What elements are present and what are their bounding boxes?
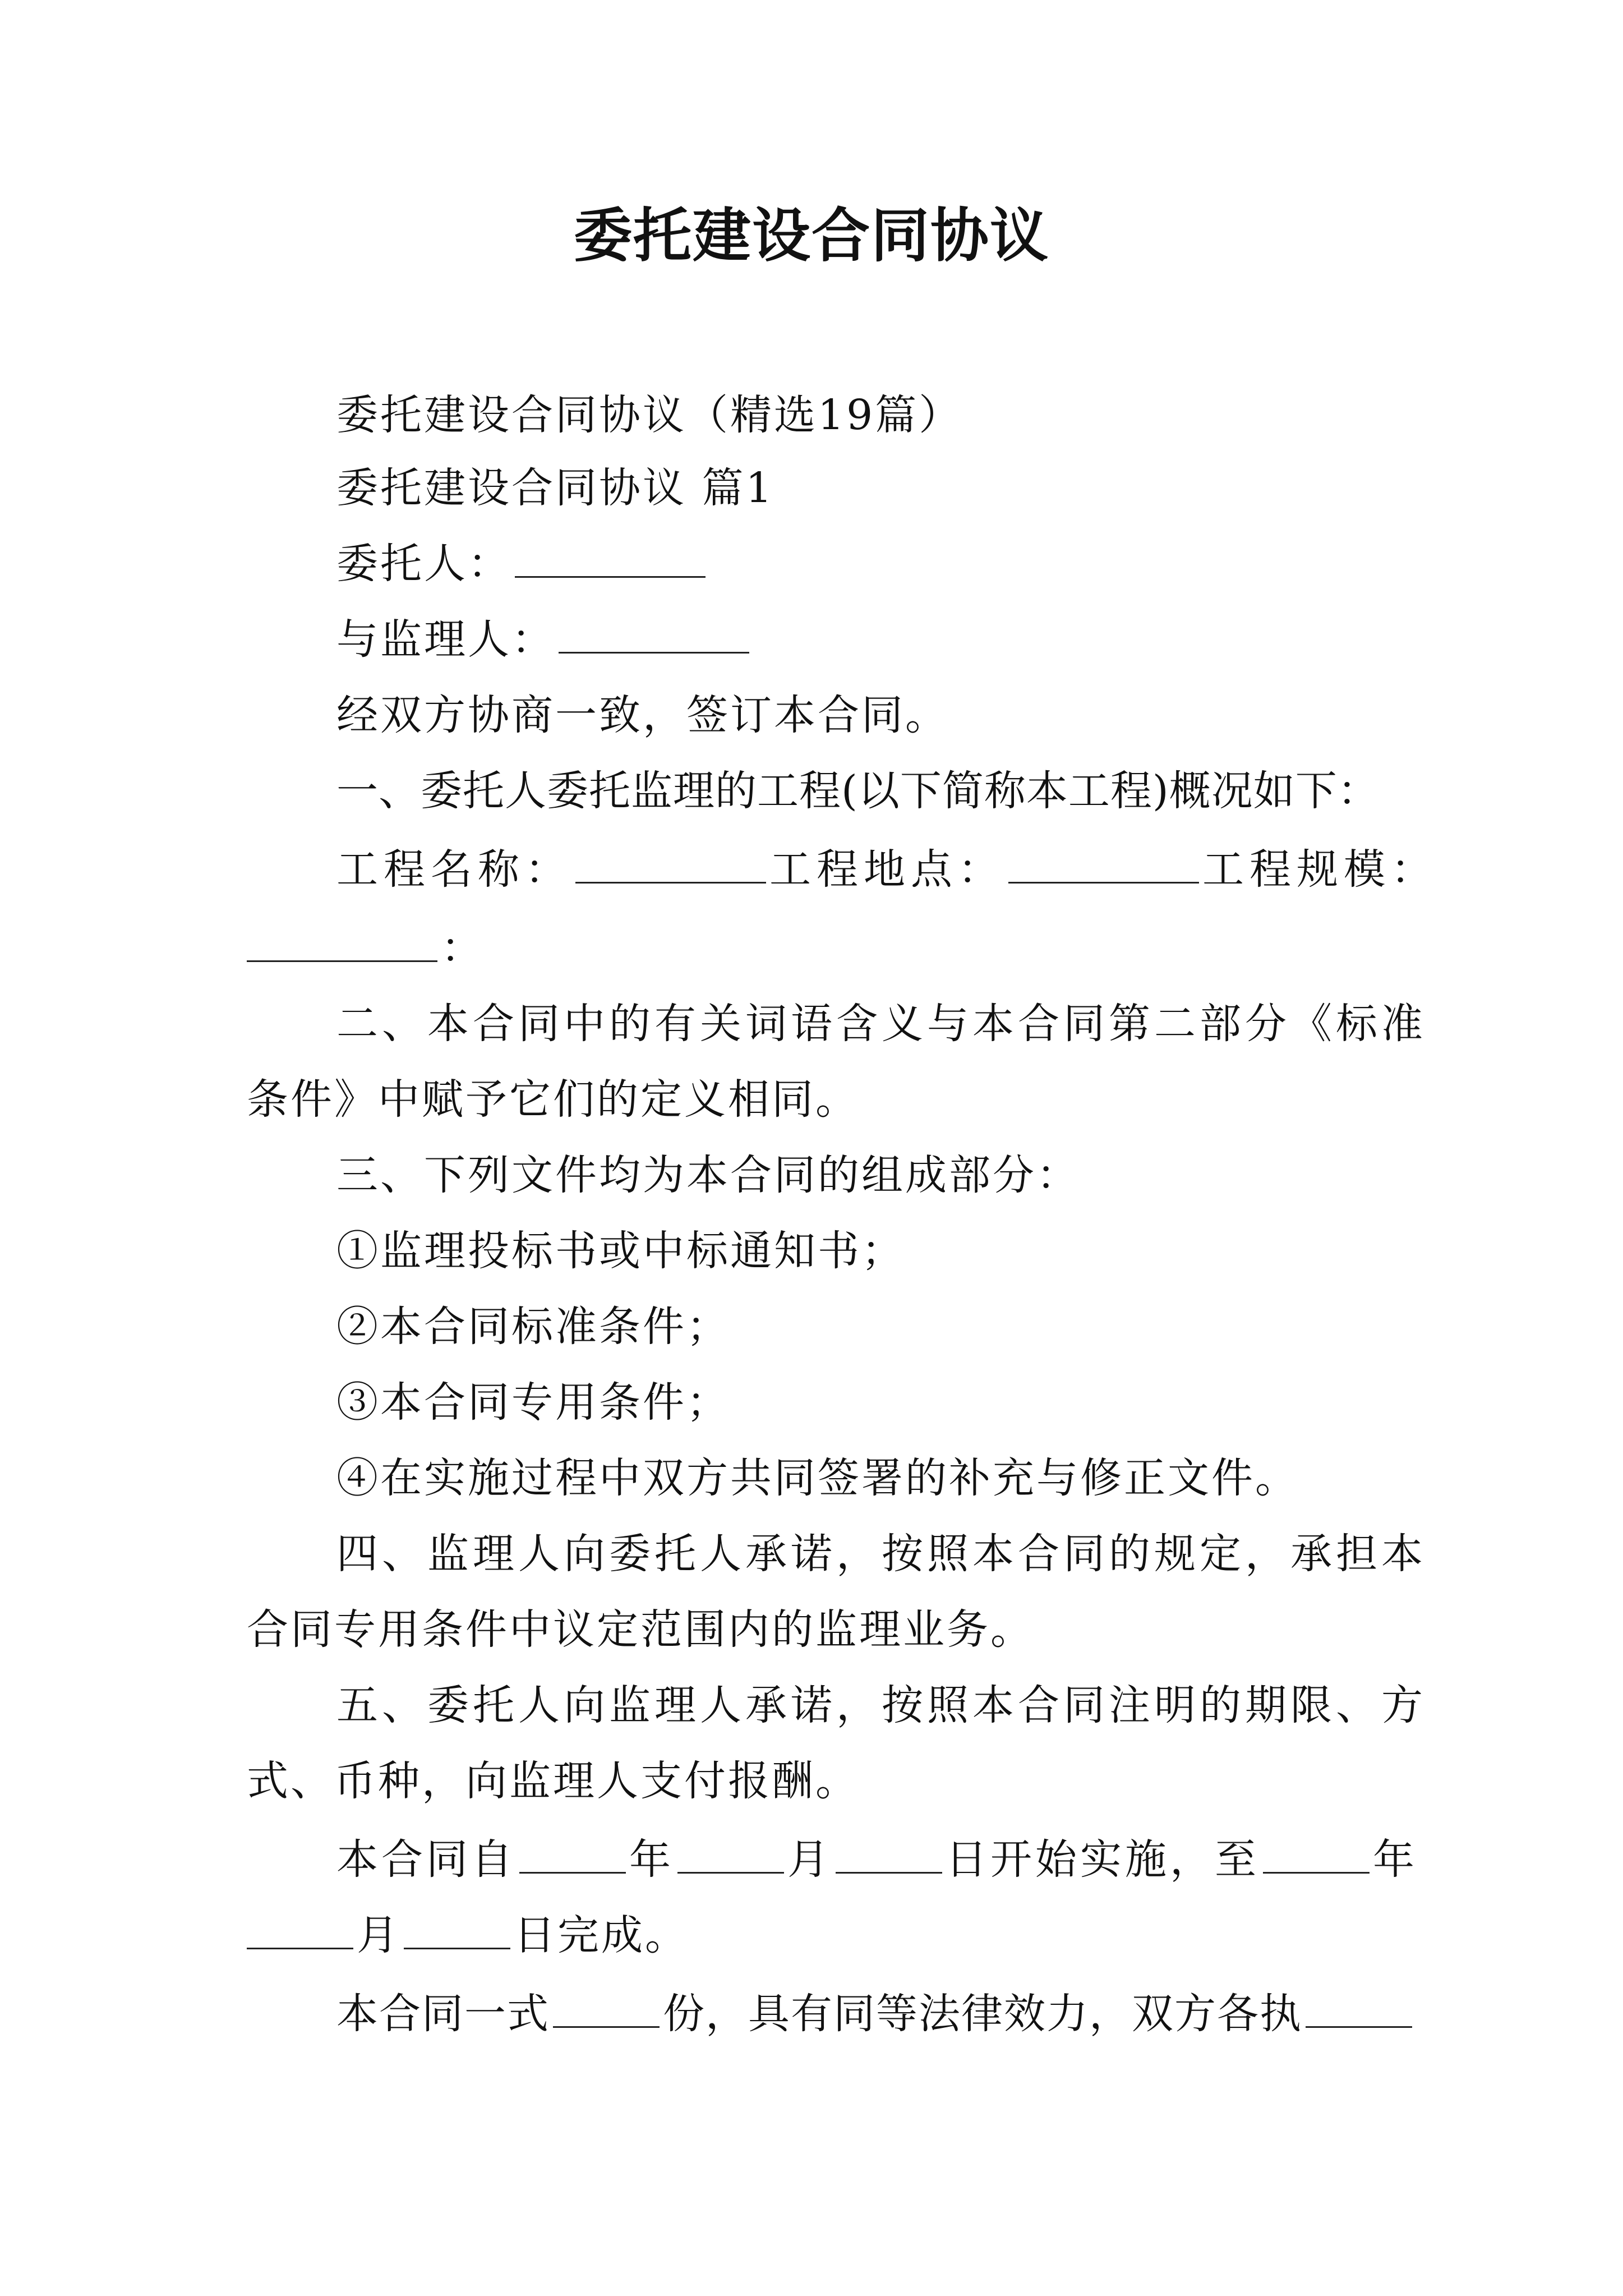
term-day-end-label: 日完成。 xyxy=(514,1911,689,1959)
client-label: 委托人： xyxy=(336,540,511,588)
start-month-blank xyxy=(677,1838,784,1874)
project-name-label: 工程名称： xyxy=(336,845,572,894)
agreement-line: 经双方协商一致，签订本合同。 xyxy=(336,691,949,739)
term-start-label: 本合同自 xyxy=(336,1835,516,1884)
start-month-label: 月 xyxy=(787,1835,832,1884)
client-blank xyxy=(515,542,706,578)
copies-text: 份，具有同等法律效力，双方各执 xyxy=(663,1990,1302,2038)
clause-4-line-1: 四、监理人向委托人承诺，按照本合同的规定，承担本 xyxy=(336,1530,1427,1578)
supervisor-label: 与监理人： xyxy=(336,615,555,664)
clause-1: 一、委托人委托监理的工程(以下简称本工程)概况如下： xyxy=(336,767,1380,815)
term-day-start-label: 日开始实施，至 xyxy=(946,1835,1260,1884)
end-year-blank xyxy=(1263,1838,1370,1874)
client-line xyxy=(336,536,709,592)
project-scale-end: ： xyxy=(441,924,485,972)
start-year-blank xyxy=(519,1838,626,1874)
clause-4-line-2: 合同专用条件中议定范围内的监理业务。 xyxy=(247,1605,1034,1654)
document-subtitle: 委托建设合同协议（精选19篇） xyxy=(336,391,963,439)
clause-2-line-1: 二、本合同中的有关词语含义与本合同第二部分《标准 xyxy=(336,1000,1427,1048)
term-line-1 xyxy=(336,1832,1418,1888)
end-month-blank xyxy=(247,1914,353,1949)
clause-5-line-2: 式、币种，向监理人支付报酬。 xyxy=(247,1757,859,1805)
start-day-blank xyxy=(836,1838,942,1874)
term-line-2 xyxy=(247,1907,689,1963)
document-item-1: ①监理投标书或中标通知书； xyxy=(336,1227,905,1275)
copies-line xyxy=(336,1986,1415,2042)
project-name-blank xyxy=(575,848,766,884)
end-day-blank xyxy=(404,1914,510,1949)
project-location-blank xyxy=(1008,848,1199,884)
project-overview-line xyxy=(336,841,1438,898)
clause-2-line-2: 条件》中赋予它们的定义相同。 xyxy=(247,1075,859,1124)
project-scale-label: 工程规模： xyxy=(1202,845,1438,894)
clause-3: 三、下列文件均为本合同的组成部分： xyxy=(336,1151,1080,1199)
end-month-label: 月 xyxy=(357,1911,400,1959)
document-item-3: ③本合同专用条件； xyxy=(336,1378,730,1427)
clause-5-line-1: 五、委托人向监理人承诺，按照本合同注明的期限、方 xyxy=(336,1681,1427,1729)
end-year-label: 年 xyxy=(1373,1835,1418,1884)
start-year-label: 年 xyxy=(629,1835,674,1884)
copies-count-blank xyxy=(553,1993,660,2028)
document-item-2: ②本合同标准条件； xyxy=(336,1303,730,1351)
copies-each-blank xyxy=(1306,1993,1412,2028)
copies-label: 本合同一式 xyxy=(336,1990,550,2038)
document-title: 委托建设合同协议 xyxy=(573,201,1049,270)
section-heading: 委托建设合同协议 篇1 xyxy=(336,464,774,512)
project-location-label: 工程地点： xyxy=(769,845,1005,894)
supervisor-line xyxy=(336,611,753,668)
project-scale-blank xyxy=(247,927,437,962)
supervisor-blank xyxy=(559,618,749,654)
document-item-4: ④在实施过程中双方共同签署的补充与修正文件。 xyxy=(336,1454,1299,1502)
project-scale-continuation xyxy=(247,920,485,976)
